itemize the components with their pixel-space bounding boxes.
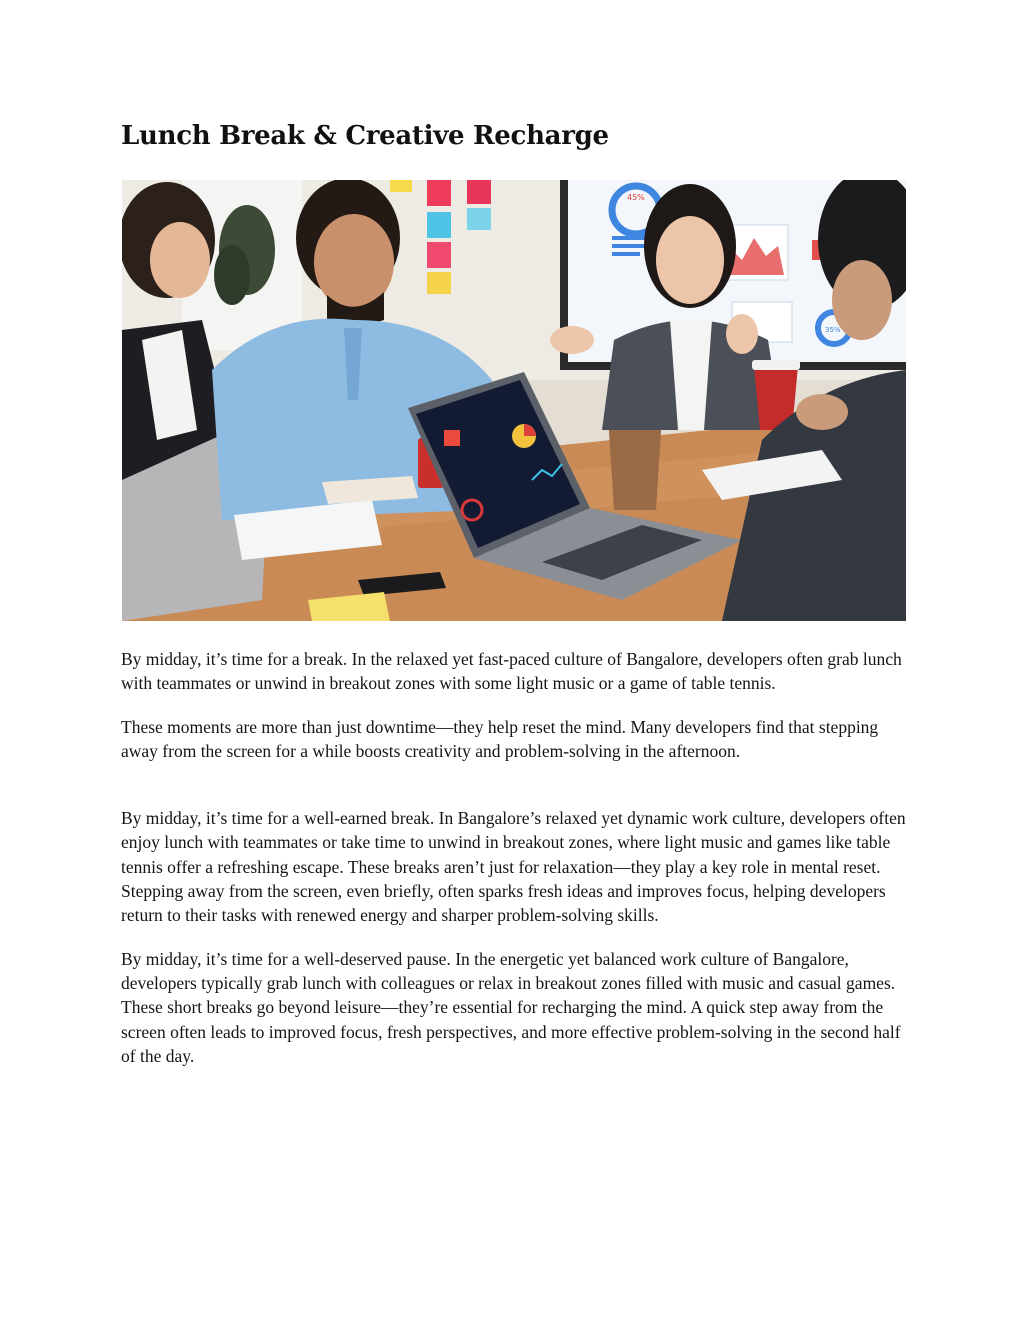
team-meeting-photo bbox=[122, 180, 906, 621]
screen-label-35: 35% bbox=[825, 326, 841, 334]
photo-illustration bbox=[122, 180, 906, 621]
paragraph-2: These moments are more than just downtime—they help reset the mind. Many developers find that stepping away from the screen for a while boosts creativity and problem-solving in the afternoon. bbox=[121, 716, 879, 761]
article-body bbox=[121, 647, 911, 1068]
paragraph-4: By midday, it’s time for a well-deserved pause. In the energetic yet balanced work culture of Bangalore, developers typically grab lunch with colleagues or relax in breakout zones filled with music and casual games. These short breaks go beyond leisure—they’re essential for recharging the mind. A quick step away from the screen often leads to improved focus, fresh perspectives, and more effective problem-solving in the second half of the day. bbox=[121, 948, 901, 1066]
document-page bbox=[121, 118, 911, 1066]
paragraph-1: By midday, it’s time for a break. In the relaxed yet fast-paced culture of Bangalore, developers often grab lunch with teammates or unwind in breakout zones with some light music or a game of table tennis. bbox=[121, 649, 902, 694]
screen-label-45: 45% bbox=[627, 193, 645, 202]
page-title: Lunch Break & Creative Recharge bbox=[121, 121, 609, 151]
paragraph-3: By midday, it’s time for a well-earned break. In Bangalore’s relaxed yet dynamic work culture, developers often enjoy lunch with teammates or take time to unwind in breakout zones, where light music and games like table tennis offer a refreshing escape. These breaks aren’t just for relaxation—they play a key role in mental reset. Stepping away from the screen, even briefly, often sparks fresh ideas and improves focus, helping developers return to their tasks with renewed energy and sharper problem-solving skills. bbox=[121, 808, 906, 926]
